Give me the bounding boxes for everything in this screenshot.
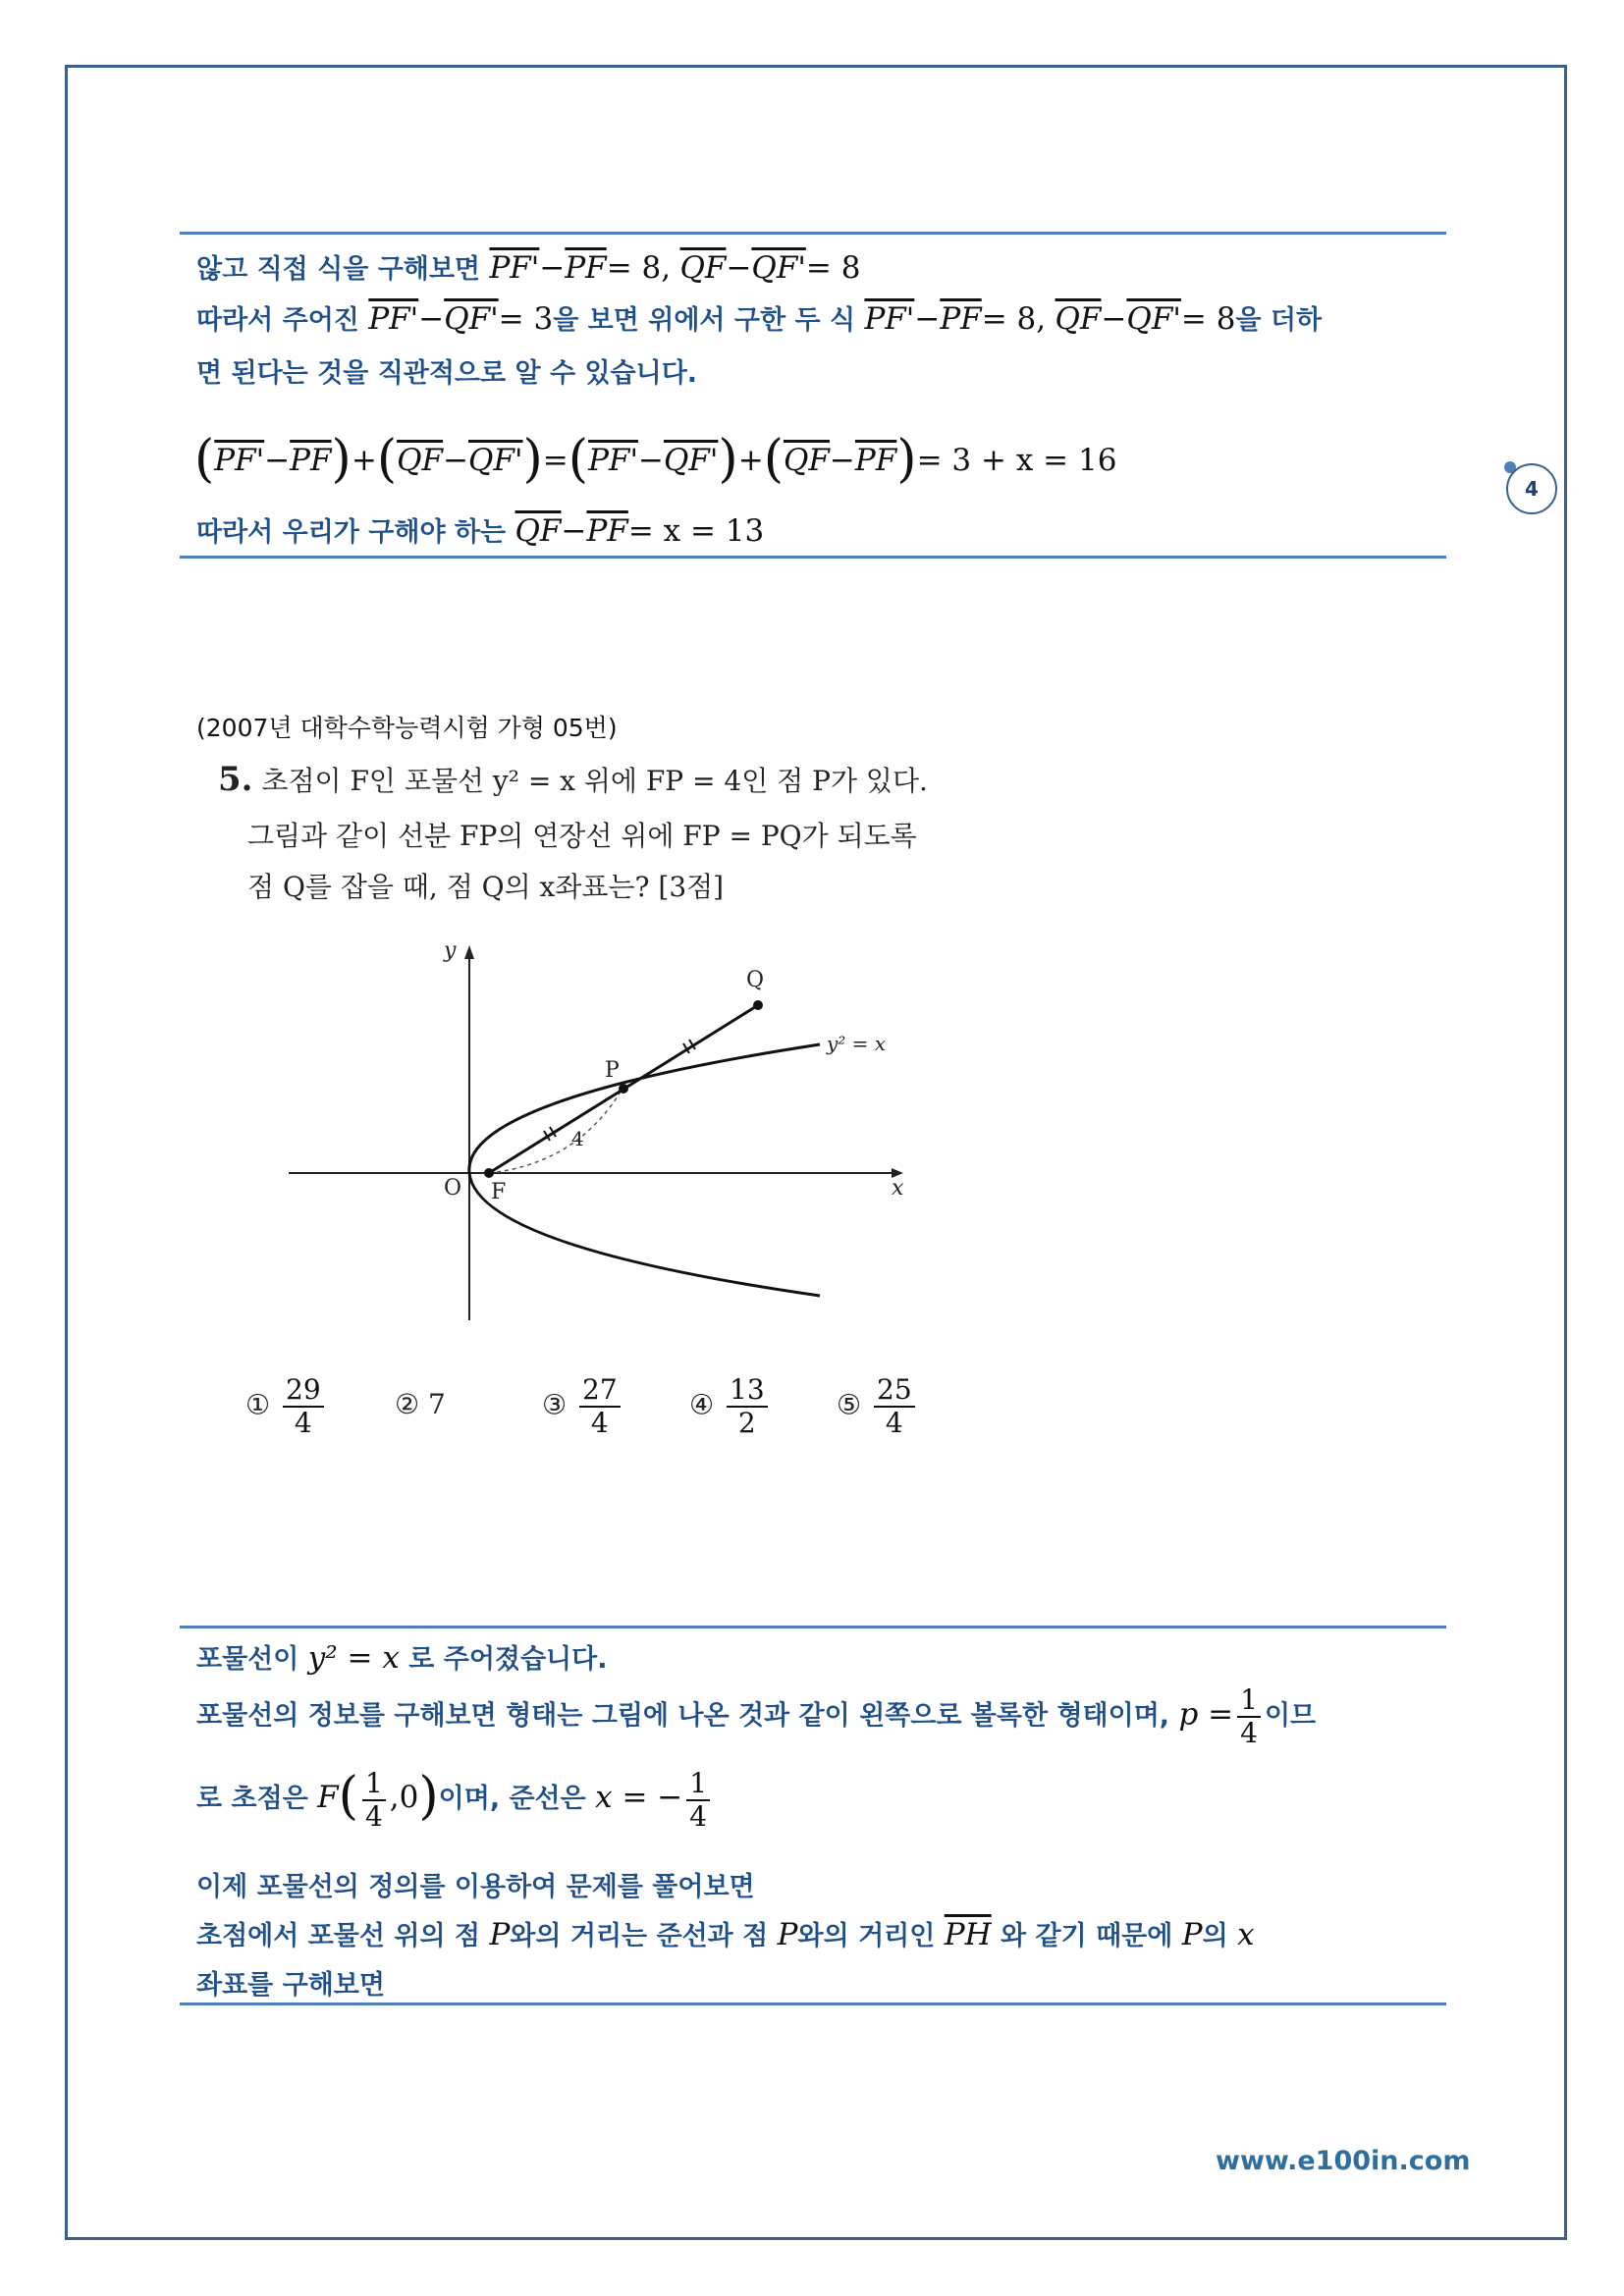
parabola-curve: [469, 1044, 820, 1296]
problem-line-1: 5. 초점이 F인 포물선 y² = x 위에 FP = 4인 점 P가 있다.: [218, 760, 928, 799]
choice-2: ② 7: [395, 1388, 446, 1420]
problem-line-3: 점 Q를 잡을 때, 점 Q의 x좌표는? [3점]: [247, 871, 725, 903]
bottom-line-3: 로 초점은 F( $\frac{1}{4}$ ,0)이며, 준선은 x = − $\frac{1}{4}$: [196, 1767, 714, 1833]
choice-4: ④ $\frac{13}{2}$: [689, 1374, 772, 1439]
y-axis-arrow: [464, 945, 474, 959]
label-curve: y² = x: [827, 1032, 887, 1055]
exam-source: (2007년 대학수학능력시험 가형 05번): [196, 714, 618, 742]
parabola-figure: [285, 937, 933, 1330]
point-f: [484, 1168, 494, 1178]
bottom-line-2: 포물선의 정보를 구해보면 형태는 그림에 나온 것과 같이 왼쪽으로 볼록한 형태이며, p = $\frac{1}{4}$ 이므: [196, 1683, 1317, 1749]
top-line-3: 면 된다는 것을 직관적으로 알 수 있습니다.: [196, 358, 698, 389]
top-line-1: 않고 직접 식을 구해보면 $PF'-\overline{PF}= 8$, $\overline{QF}-QF'= 8$: [196, 250, 861, 286]
bottom-line-1: 포물선이 y² = x 로 주어졌습니다.: [196, 1640, 608, 1676]
bottom-line-5: 초점에서 포물선 위의 점 P와의 거리는 준선과 점 P와의 거리인 $\overline{PH}$ 와 같기 때문에 P의 x: [196, 1917, 1255, 1952]
top-line-5: 따라서 우리가 구해야 하는 $\overline{QF}-\overline{PF}= x = 13$: [196, 513, 765, 549]
point-q: [753, 1000, 763, 1010]
site-url: www.e100in.com: [1216, 2146, 1471, 2176]
page-number: 4: [1506, 463, 1557, 514]
choice-3: ③ $\frac{27}{4}$: [542, 1374, 624, 1439]
point-p: [619, 1084, 628, 1094]
top-box-top-rule: [180, 232, 1446, 235]
bottom-box-bottom-rule: [180, 2002, 1446, 2005]
bottom-line-4: 이제 포물선의 정의를 이용하여 문제를 풀어보면: [196, 1872, 755, 1902]
problem-line-2: 그림과 같이 선분 FP의 연장선 위에 FP = PQ가 되도록: [247, 820, 917, 852]
label-y-axis: y: [444, 938, 457, 963]
label-x-axis: x: [892, 1176, 904, 1201]
label-length: 4: [571, 1127, 584, 1150]
top-box-bottom-rule: [180, 556, 1446, 559]
bottom-box-top-rule: [180, 1626, 1446, 1629]
label-q: Q: [746, 968, 765, 992]
choice-5: ⑤ $\frac{25}{4}$: [837, 1374, 919, 1439]
choice-1: ① $\frac{29}{4}$: [245, 1374, 328, 1439]
big-equation: $(PF'-\overline{PF})+(\overline{QF}-QF')=(PF'-QF')+(\overline{QF}-\overline{PF})= 3 + x = 16$: [194, 430, 1117, 489]
label-p: P: [605, 1058, 620, 1083]
label-origin: O: [444, 1176, 462, 1201]
bottom-line-6: 좌표를 구해보면: [196, 1970, 385, 2001]
label-f: F: [491, 1180, 507, 1204]
top-line-2: 따라서 주어진 PF'−QF'= 3을 보면 위에서 구한 두 식 $PF'-\overline{PF}= 8$, $\overline{QF}-QF'= 8$을 더하: [196, 301, 1323, 337]
